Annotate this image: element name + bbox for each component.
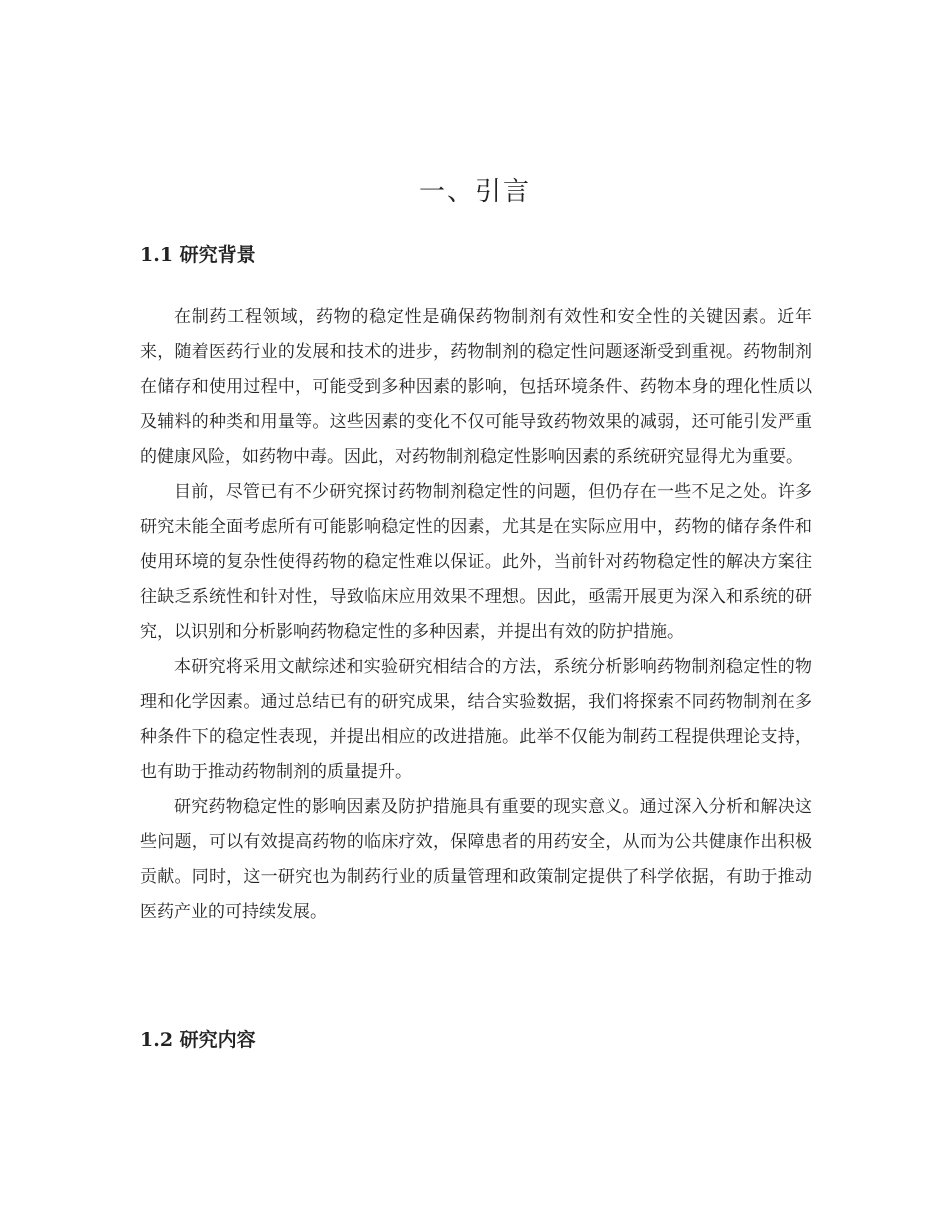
- paragraph: 本研究将采用文献综述和实验研究相结合的方法，系统分析影响药物制剂稳定性的物理和化学因素。通过总结已有的研究成果，结合实验数据，我们将探索不同药物制剂在多种条件下的稳定性表现，并提出相应的改进措施。此举不仅能为制药工程提供理论支持，也有助于推动药物制剂的质量提升。: [140, 657, 812, 782]
- paragraph: 目前，尽管已有不少研究探讨药物制剂稳定性的问题，但仍存在一些不足之处。许多研究未能全面考虑所有可能影响稳定性的因素，尤其是在实际应用中，药物的储存条件和使用环境的复杂性使得药物的稳定性难以保证。此外，当前针对药物稳定性的解决方案往往缺乏系统性和针对性，导致临床应用效果不理想。因此，亟需开展更为深入和系统的研究，以识别和分析影响药物稳定性的多种因素，并提出有效的防护措施。: [140, 482, 812, 642]
- section-heading-research-content: 1.2 研究内容: [140, 1029, 256, 1051]
- section-body-research-background: [140, 300, 812, 930]
- chapter-title: 一、引言: [418, 177, 531, 207]
- paragraph: 研究药物稳定性的影响因素及防护措施具有重要的现实意义。通过深入分析和解决这些问题，可以有效提高药物的临床疗效，保障患者的用药安全，从而为公共健康作出积极贡献。同时，这一研究也为制药行业的质量管理和政策制定提供了科学依据，有助于推动医药产业的可持续发展。: [140, 797, 812, 922]
- paragraph: 在制药工程领域，药物的稳定性是确保药物制剂有效性和安全性的关键因素。近年来，随着医药行业的发展和技术的进步，药物制剂的稳定性问题逐渐受到重视。药物制剂在储存和使用过程中，可能受到多种因素的影响，包括环境条件、药物本身的理化性质以及辅料的种类和用量等。这些因素的变化不仅可能导致药物效果的减弱，还可能引发严重的健康风险，如药物中毒。因此，对药物制剂稳定性影响因素的系统研究显得尤为重要。: [140, 307, 812, 467]
- section-heading-research-background: 1.1 研究背景: [140, 244, 256, 266]
